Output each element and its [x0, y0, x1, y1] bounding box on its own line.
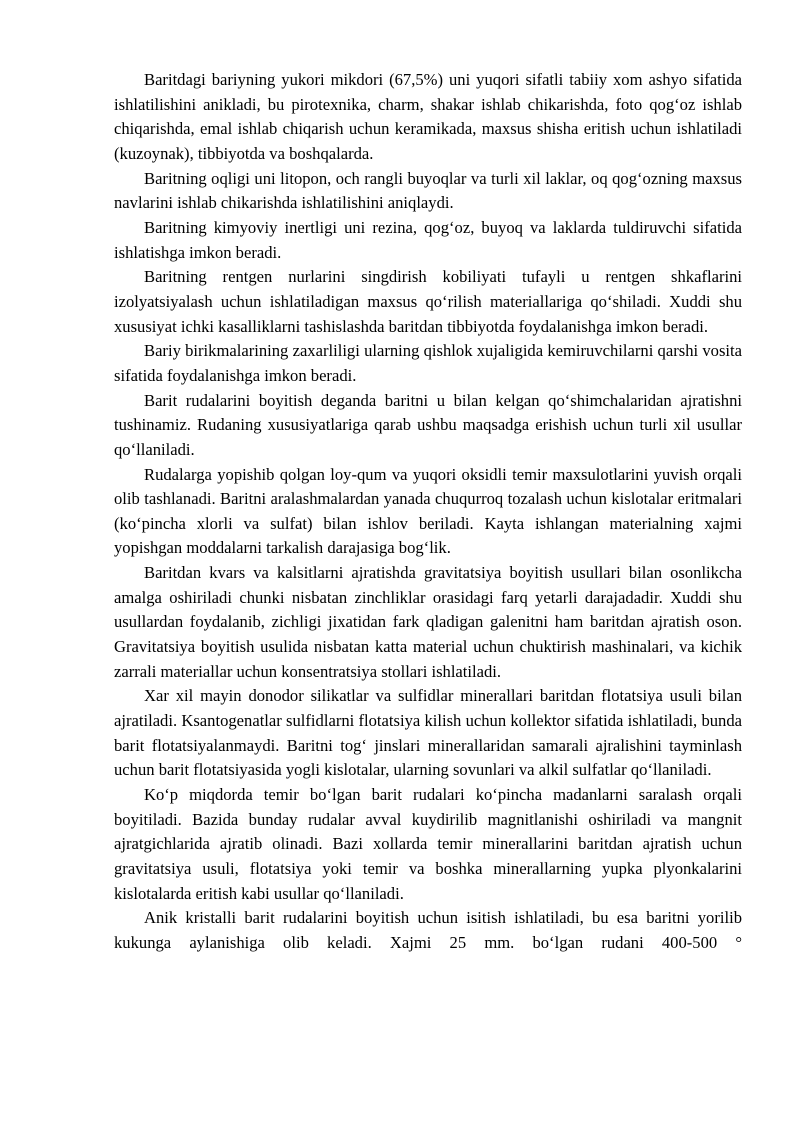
- paragraph-barite-uses: Baritdagi bariyning yukori mikdori (67,5%) uni yuqori sifatli tabiiy xom ashyo sifatida ishlatilishini anikladi, bu pirotexnika, charm, shakar ishlab chikarishda, foto qog‘oz ishlab chiqarishda, emal ishlab chiqarish uchun keramikada, maxsus shisha eritish uchun ishlatiladi (kuzoynak), tibbiyotda va boshqalarda.: [114, 70, 742, 163]
- paragraph-washing: Rudalarga yopishib qolgan loy-qum va yuqori oksidli temir maxsulotlarini yuvish orqali olib tashlanadi. Baritni aralashmalardan yanada chuqurroq tozalash uchun kislotalar eritmalari (ko‘pincha xlorli va sulfat) bilan ishlov beriladi. Kayta ishlangan materialning xajmi yopishgan moddalarni tarkalish darajasiga bog‘lik.: [114, 464, 742, 558]
- paragraph-ore-enrichment: Barit rudalarini boyitish deganda baritni u bilan kelgan qo‘shimchalaridan ajratishni tushinamiz. Rudaning xususiyatlariga qarab ushbu maqsadga erishish uchun turli xil usullar qo‘llaniladi.: [114, 390, 742, 459]
- paragraph-heating: Anik kristalli barit rudalarini boyitish uchun isitish ishlatiladi, bu esa baritni yorilib kukunga aylanishiga olib keladi. Xajmi 25 mm. bo‘lgan rudani 400-500 °: [114, 908, 742, 952]
- paragraph-iron-rich-ores: Ko‘p miqdorda temir bo‘lgan barit rudalari ko‘pincha madanlarni saralash orqali boyitiladi. Bazida bunday rudalar avval kuydirilib magnitlanishi oshiriladi va mangnit ajratgichlarida ajratib olinadi. Bazi xollarda temir minerallarini baritdan ajratish uchun gravitatsiya usuli, flotatsiya yoki temir va boshka minerallarning yupka plyonkalarini kislotalarda eritish kabi usullar qo‘llaniladi.: [114, 785, 742, 903]
- paragraph-barite-whiteness: Baritning oqligi uni litopon, och rangli buyoqlar va turli xil laklar, oq qog‘ozning maxsus navlarini ishlab chikarishda ishlatilishini aniqlaydi.: [114, 168, 742, 213]
- paragraph-xray-absorption: Baritning rentgen nurlarini singdirish kobiliyati tufayli u rentgen shkaflarini izolyatsiyalash uchun ishlatiladigan maxsus qo‘rilish materiallariga qo‘shiladi. Xuddi shu xususiyat ichki kasalliklarni tashislashda baritdan tibbiyotda foydalanishga imkon beradi.: [114, 267, 742, 336]
- document-page: [114, 68, 742, 956]
- paragraph-gravity-separation: Baritdan kvars va kalsitlarni ajratishda gravitatsiya boyitish usullari bilan osonlikcha amalga oshiriladi chunki nisbatan zinchliklar orasidagi farq yetarli darajadadir. Xuddi shu usullardan foydalanib, zichligi jixatidan fark qladigan galenitni ham baritdan ajratish oson. Gravitatsiya boyitish usulida nisbatan katta material uchun chuktirish mashinalari, va kichik zarrali materiallar uchun konsentratsiya stollari ishlatiladi.: [114, 563, 742, 681]
- paragraph-chemical-inertness: Baritning kimyoviy inertligi uni rezina, qog‘oz, buyoq va laklarda tuldiruvchi sifatida ishlatishga imkon beradi.: [114, 217, 742, 262]
- paragraph-flotation: Xar xil mayin donodor silikatlar va sulfidlar minerallari baritdan flotatsiya usuli bilan ajratiladi. Ksantogenatlar sulfidlarni flotatsiya kilish uchun kollektor sifatida ishlatiladi, bunda barit flotatsiyalanmaydi. Baritni tog‘ jinslari minerallaridan samarali ajralishini tayminlash uchun barit flotatsiyasida yogli kislotalar, ularning sovunlari va alkil sulfatlar qo‘llaniladi.: [114, 686, 742, 780]
- paragraph-barium-toxicity: Bariy birikmalarining zaxarliligi ularning qishlok xujaligida kemiruvchilarni qarshi vosita sifatida foydalanishga imkon beradi.: [114, 341, 742, 385]
